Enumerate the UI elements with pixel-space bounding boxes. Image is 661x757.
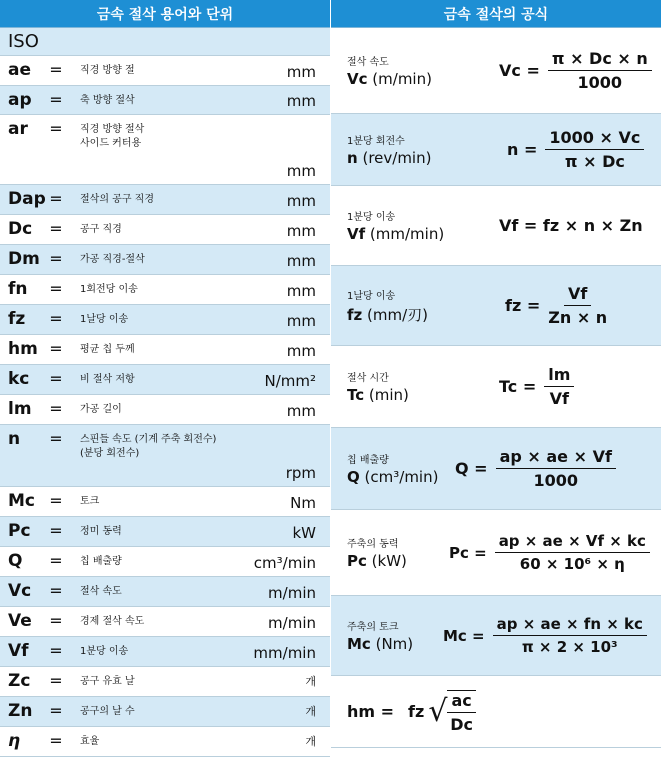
term-description: 토크 — [80, 496, 100, 507]
term-description: 직경 방향 절삭 사이드 커터용 — [80, 124, 145, 149]
term-unit: mm — [286, 162, 316, 180]
term-symbol: ae — [8, 60, 32, 80]
term-description: 공구의 날 수 — [80, 706, 135, 717]
term-symbol: Ve — [8, 611, 32, 631]
term-row — [0, 517, 330, 547]
term-unit: m/min — [268, 584, 316, 602]
equals-sign: = — [49, 641, 63, 660]
cell-kr: 절삭 속도 — [347, 57, 389, 68]
formulas-table — [331, 0, 661, 748]
term-description: 절삭 속도 — [80, 586, 122, 597]
term-symbol: fn — [8, 279, 28, 299]
term-unit: kW — [292, 524, 316, 542]
sqrt-sign: √ — [428, 694, 448, 729]
equals-sign: = — [49, 611, 63, 630]
term-symbol: lm — [8, 399, 32, 419]
term-row — [0, 697, 330, 727]
formula-n: n = $\frac{1000 \times Vc}{\pi \times Dc}$ — [507, 128, 644, 171]
term-row — [0, 547, 330, 577]
equals-sign: = — [49, 399, 63, 418]
term-description: 비 절삭 저항 — [80, 374, 135, 385]
iso-label: ISO — [8, 31, 39, 52]
term-symbol: Dm — [8, 249, 40, 269]
equals-sign: = — [49, 339, 63, 358]
formula-cell-mc — [331, 596, 661, 676]
term-row — [0, 86, 330, 115]
term-symbol: Zn — [8, 701, 33, 721]
term-row — [0, 487, 330, 517]
term-symbol: Dc — [8, 219, 33, 239]
equals-sign: = — [49, 119, 63, 138]
term-row — [0, 395, 330, 425]
cell-en: Pc (kW) — [347, 552, 407, 570]
term-symbol: Zc — [8, 671, 31, 691]
term-unit: mm/min — [253, 644, 316, 662]
term-description: 1분당 이송 — [80, 646, 129, 657]
cell-en: n (rev/min) — [347, 149, 432, 167]
term-row — [0, 275, 330, 305]
term-unit: 개 — [305, 675, 316, 688]
term-unit: 개 — [305, 705, 316, 718]
cell-kr: 1분당 이송 — [347, 212, 396, 223]
term-description: 절삭의 공구 직경 — [80, 194, 154, 205]
term-row — [0, 667, 330, 697]
equals-sign: = — [49, 521, 63, 540]
term-row — [0, 607, 330, 637]
term-symbol: ar — [8, 119, 28, 139]
term-row — [0, 637, 330, 667]
equals-sign: = — [49, 429, 63, 448]
term-symbol: Q — [8, 551, 23, 571]
cell-kr: 주축의 동력 — [347, 539, 399, 550]
term-row — [0, 115, 330, 185]
equals-sign: = — [49, 219, 63, 238]
equals-sign: = — [49, 249, 63, 268]
term-symbol: Mc — [8, 491, 35, 511]
term-unit: mm — [286, 312, 316, 330]
term-unit: mm — [286, 282, 316, 300]
formula-cell-tc — [331, 346, 661, 428]
formula-fz: fz = $\frac{Vf}{Zn \times n}$ — [505, 284, 608, 327]
term-description: 1회전당 이송 — [80, 284, 138, 295]
equals-sign: = — [49, 309, 63, 328]
term-unit: mm — [286, 222, 316, 240]
cell-en: Tc (min) — [347, 386, 409, 404]
term-rows — [0, 56, 330, 757]
equals-sign: = — [49, 551, 63, 570]
term-row — [0, 727, 330, 757]
formula-tc: Tc = $\frac{lm}{Vf}$ — [499, 365, 574, 408]
term-description: 스핀들 속도 (기계 주축 회전수) (분당 회전수) — [80, 434, 217, 459]
equals-sign: = — [49, 369, 63, 388]
term-row — [0, 56, 330, 86]
formula-cell-hm — [331, 676, 661, 748]
term-row — [0, 335, 330, 365]
term-row — [0, 215, 330, 245]
term-unit: N/mm² — [264, 372, 316, 390]
iso-row — [0, 28, 330, 56]
term-symbol: hm — [8, 339, 38, 359]
formula-pc: Pc = $\frac{ap \times ae \times Vf \times kc}{\text{60 × 10⁶ × η}}$ — [449, 532, 650, 573]
equals-sign: = — [49, 731, 63, 750]
term-row — [0, 245, 330, 275]
equals-sign: = — [49, 279, 63, 298]
term-unit: mm — [286, 192, 316, 210]
term-symbol: kc — [8, 369, 30, 389]
term-row — [0, 305, 330, 335]
formula-q: Q = $\frac{ap \times ae \times Vf}{1000}$ — [455, 447, 616, 490]
term-unit: mm — [286, 63, 316, 81]
term-row — [0, 185, 330, 215]
cell-kr: 1분당 회전수 — [347, 136, 405, 147]
term-description: 칩 배출량 — [80, 556, 122, 567]
term-symbol: η — [8, 731, 21, 751]
equals-sign: = — [49, 60, 63, 79]
term-symbol: Dap — [8, 189, 46, 209]
term-row — [0, 577, 330, 607]
term-description: 가공 직경-절삭 — [80, 254, 145, 265]
equals-sign: = — [49, 701, 63, 720]
term-unit: m/min — [268, 614, 316, 632]
term-description: 공구 유효 날 — [80, 676, 135, 687]
formula-cell-vf — [331, 186, 661, 266]
equals-sign: = — [49, 90, 63, 109]
term-unit: mm — [286, 402, 316, 420]
term-description: 직경 방향 절 — [80, 65, 135, 76]
term-description: 1날당 이송 — [80, 314, 129, 325]
term-row — [0, 425, 330, 487]
cell-en: fz (mm/刃) — [347, 305, 429, 324]
term-row — [0, 365, 330, 395]
formula-vc: Vc = $\frac{\pi \times Dc \times n}{1000}$ — [499, 49, 652, 92]
formula-hm: hm = fz √ $\frac{ac}{Dc}$ — [347, 690, 476, 734]
term-unit: mm — [286, 92, 316, 110]
term-description: 효율 — [80, 736, 100, 747]
equals-sign: = — [49, 671, 63, 690]
term-description: 공구 직경 — [80, 224, 122, 235]
term-symbol: fz — [8, 309, 26, 329]
term-description: 정미 동력 — [80, 526, 122, 537]
equals-sign: = — [49, 581, 63, 600]
cell-en: Q (cm³/min) — [347, 468, 439, 486]
formula-cell-pc — [331, 510, 661, 596]
formula-cell-vc — [331, 28, 661, 114]
term-symbol: n — [8, 429, 21, 449]
formula-cell-fz — [331, 266, 661, 346]
cell-en: Vc (m/min) — [347, 70, 432, 88]
term-unit: Nm — [290, 494, 316, 512]
formula-cell-n — [331, 114, 661, 186]
term-symbol: Pc — [8, 521, 31, 541]
term-description: 가공 길이 — [80, 404, 122, 415]
cell-kr: 칩 배출량 — [347, 455, 389, 466]
cell-kr: 주축의 토크 — [347, 622, 399, 633]
term-unit: mm — [286, 342, 316, 360]
term-description: 경제 절삭 속도 — [80, 616, 145, 627]
cell-en: Vf (mm/min) — [347, 225, 445, 243]
cell-kr: 절삭 시간 — [347, 373, 389, 384]
equals-sign: = — [49, 189, 63, 208]
term-symbol: Vc — [8, 581, 32, 601]
term-description: 평균 칩 두께 — [80, 344, 135, 355]
term-symbol: Vf — [8, 641, 29, 661]
formula-cell-q — [331, 428, 661, 510]
equals-sign: = — [49, 491, 63, 510]
cell-en: Mc (Nm) — [347, 635, 414, 653]
terms-table — [0, 0, 330, 751]
formulas-header: 금속 절삭의 공식 — [331, 0, 661, 28]
formula-mc: Mc = $\frac{ap \times ae \times fn \times kc}{\text{π × 2 × 10³}}$ — [443, 615, 647, 656]
term-symbol: ap — [8, 90, 32, 110]
cell-kr: 1날당 이송 — [347, 290, 396, 302]
term-description: 축 방향 절삭 — [80, 95, 135, 106]
term-unit: mm — [286, 252, 316, 270]
formula-vf: Vf = fz × n × Zn — [499, 216, 643, 235]
term-unit: rpm — [285, 464, 316, 482]
term-unit: cm³/min — [253, 554, 316, 572]
term-unit: 개 — [305, 735, 316, 748]
terms-header: 금속 절삭 용어와 단위 — [0, 0, 330, 28]
